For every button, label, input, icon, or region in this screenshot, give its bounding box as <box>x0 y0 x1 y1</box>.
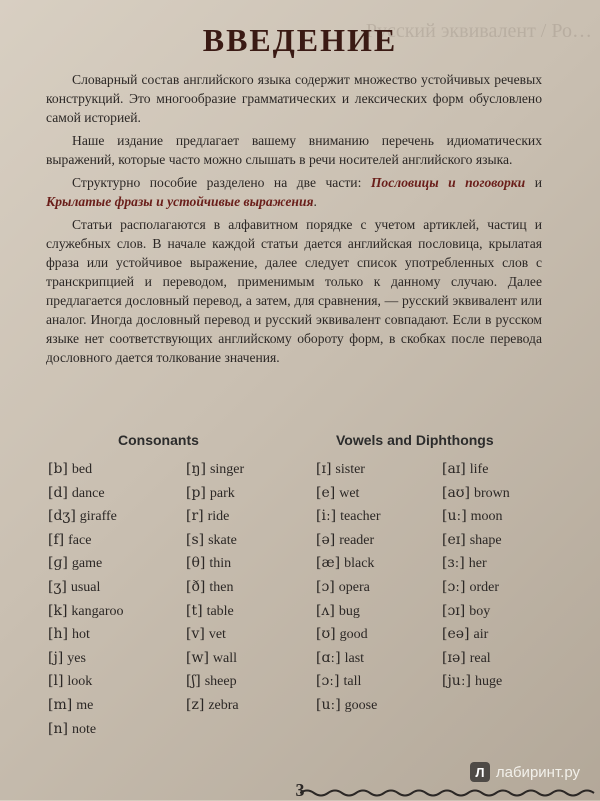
phoneme-symbol: [h] <box>48 626 68 643</box>
example-word: dance <box>71 485 105 501</box>
vowels-heading: Vowels and Diphthongs <box>336 432 494 448</box>
example-word: moon <box>470 509 503 525</box>
phoneme-row <box>442 600 510 624</box>
phoneme-symbol: [ɜː] <box>442 555 465 572</box>
phoneme-row <box>316 458 381 482</box>
phoneme-row <box>442 647 510 671</box>
example-word: vet <box>208 627 226 643</box>
phoneme-symbol: [k] <box>48 602 68 619</box>
phoneme-row <box>316 576 381 600</box>
example-word: huge <box>475 674 503 690</box>
example-word: note <box>71 721 97 737</box>
example-word: bed <box>71 462 93 477</box>
phoneme-row <box>186 529 244 553</box>
phoneme-row <box>48 458 124 482</box>
example-word: opera <box>338 579 370 595</box>
consonants-heading: Consonants <box>118 432 199 448</box>
phoneme-symbol: [l] <box>48 673 64 690</box>
example-word: her <box>468 556 487 572</box>
phoneme-row <box>442 505 510 529</box>
example-word: look <box>67 674 93 690</box>
example-word: real <box>469 650 491 666</box>
example-word: black <box>344 556 375 572</box>
phoneme-row <box>316 505 381 529</box>
example-word: air <box>473 627 489 643</box>
phoneme-row <box>48 529 124 553</box>
example-word: life <box>469 462 489 477</box>
phoneme-symbol: [uː] <box>316 696 341 713</box>
phoneme-symbol: [θ] <box>186 555 206 572</box>
labirint-logo-icon: Л <box>470 762 490 782</box>
phoneme-row <box>186 576 244 600</box>
watermark <box>470 762 580 782</box>
example-word: reader <box>339 532 375 548</box>
example-word: usual <box>70 579 101 595</box>
vowels-column-2 <box>442 458 510 694</box>
phoneme-symbol: [e] <box>316 484 336 501</box>
paragraph-1: Словарный состав английского языка содержит множество устойчивых речевых конструкций. Это многообразие грамматических и лексических форм обусловлено самой историей. <box>46 72 542 125</box>
phoneme-row <box>442 552 510 576</box>
phoneme-symbol: [w] <box>186 649 209 666</box>
example-word: teacher <box>340 509 381 525</box>
example-word: thin <box>209 556 232 572</box>
phoneme-row <box>48 552 124 576</box>
phoneme-symbol: [ə] <box>316 531 336 548</box>
page-number: 3 <box>295 780 305 800</box>
phoneme-row <box>186 458 244 482</box>
phoneme-row <box>316 647 381 671</box>
phoneme-row <box>442 670 510 694</box>
watermark-text: лабиринт.ру <box>495 763 580 781</box>
phoneme-row <box>316 623 381 647</box>
phoneme-symbol: [uː] <box>442 508 467 525</box>
phoneme-symbol: [ɪə] <box>442 649 466 666</box>
phoneme-symbol: [eɪ] <box>442 531 466 548</box>
example-word: zebra <box>208 697 239 713</box>
consonants-column-2 <box>186 458 244 718</box>
phoneme-symbol: [iː] <box>316 508 337 525</box>
phoneme-symbol: [ɑː] <box>316 649 341 666</box>
phoneme-symbol: [j] <box>48 649 64 666</box>
phoneme-row <box>316 529 381 553</box>
example-word: giraffe <box>79 509 117 525</box>
example-word: singer <box>209 462 245 477</box>
example-word: table <box>206 603 234 619</box>
phoneme-symbol: [m] <box>48 696 73 713</box>
example-word: kangaroo <box>71 603 124 619</box>
phoneme-symbol: [b] <box>48 461 68 477</box>
phoneme-row <box>316 482 381 506</box>
example-word: wet <box>339 485 360 501</box>
example-word: then <box>209 579 234 595</box>
phoneme-row <box>186 670 244 694</box>
phoneme-row <box>48 694 124 718</box>
introduction-text <box>46 70 542 367</box>
phoneme-symbol: [ɪ] <box>316 461 332 477</box>
example-word: hot <box>71 627 90 643</box>
phoneme-row <box>316 694 381 718</box>
phoneme-symbol: [ɔ] <box>316 578 335 595</box>
example-word: sheep <box>204 674 237 690</box>
phoneme-symbol: [ð] <box>186 578 206 595</box>
paragraph-2: Наше издание предлагает вашему вниманию перечень идиоматических выражений, которые часто можно слышать в речи носителей английского языка. <box>46 133 542 167</box>
phoneme-symbol: [v] <box>186 626 205 643</box>
example-word: park <box>209 485 235 501</box>
phoneme-symbol: [aʊ] <box>442 484 470 501</box>
section-name-phrases: Крылатые фразы и устойчивые выражения <box>46 194 314 209</box>
phoneme-symbol: [ʒ] <box>48 578 67 595</box>
phoneme-symbol: [t] <box>186 602 203 619</box>
example-word: brown <box>473 485 510 501</box>
example-word: yes <box>67 650 86 666</box>
phoneme-row <box>442 529 510 553</box>
example-word: bug <box>338 603 360 619</box>
phoneme-row <box>316 600 381 624</box>
example-word: shape <box>469 532 502 548</box>
phoneme-row <box>316 552 381 576</box>
phoneme-symbol: [ɔː] <box>316 673 340 690</box>
phoneme-row <box>186 694 244 718</box>
phoneme-row <box>48 600 124 624</box>
bleed-through-text: Русский эквивалент / Ро… <box>365 20 592 42</box>
phoneme-symbol: [aɪ] <box>442 461 466 477</box>
example-word: boy <box>469 603 491 619</box>
example-word: skate <box>208 532 237 548</box>
example-word: good <box>339 627 368 643</box>
phoneme-row <box>316 670 381 694</box>
phoneme-symbol: [r] <box>186 508 204 525</box>
phoneme-symbol: [eə] <box>442 626 470 643</box>
phoneme-row <box>442 482 510 506</box>
phoneme-symbol: [dʒ] <box>48 508 76 525</box>
phoneme-symbol: [z] <box>186 696 205 713</box>
paragraph-4: Статьи располагаются в алфавитном порядке с учетом артиклей, частиц и служебных слов. В начале каждой статьи дается английская пословица, крылатая фраза или устойчивое выражение, далее следует список употребленных слов с транскрипцией и переводом, применимым только к данному случаю. Далее предлагается дословный перевод, а затем, для сравнения, — русский эквивалент или аналог. Иногда дословный перевод и русский эквивалент совпадают. Если в русском языке нет соответствующих английскому обороту форм, в скобках после перевода дословного дается толкование значения. <box>46 217 542 365</box>
phoneme-symbol: [æ] <box>316 555 341 572</box>
consonants-column-1 <box>48 458 124 741</box>
example-word: tall <box>343 674 362 690</box>
phoneme-symbol: [ʃ] <box>186 673 201 690</box>
phoneme-row <box>186 647 244 671</box>
phoneme-symbol: [ʌ] <box>316 602 335 619</box>
example-word: game <box>71 556 103 572</box>
phoneme-symbol: [n] <box>48 720 68 737</box>
example-word: order <box>469 579 500 595</box>
phoneme-row <box>186 552 244 576</box>
phoneme-row <box>442 623 510 647</box>
phoneme-row <box>48 576 124 600</box>
phoneme-row <box>442 576 510 600</box>
page-title: ВВЕДЕНИЕ <box>202 22 398 58</box>
phoneme-row <box>442 458 510 482</box>
phoneme-symbol: [juː] <box>442 673 471 690</box>
phoneme-row <box>48 482 124 506</box>
phoneme-symbol: [f] <box>48 531 65 548</box>
section-name-proverbs: Пословицы и поговорки <box>370 175 526 190</box>
phoneme-row <box>186 505 244 529</box>
phoneme-symbol: [ɔː] <box>442 578 466 595</box>
phoneme-symbol: [ɡ] <box>48 555 68 572</box>
phoneme-symbol: [p] <box>186 484 206 501</box>
example-word: sister <box>335 462 365 477</box>
phoneme-symbol: [d] <box>48 484 68 501</box>
vowels-column-1 <box>316 458 381 718</box>
paragraph-3: Структурно пособие разделено на две части: Пословицы и поговорки и Крылатые фразы и устойчивые выражения. <box>46 175 542 209</box>
phoneme-symbol: [ɔɪ] <box>442 602 466 619</box>
phoneme-row <box>48 718 124 742</box>
phoneme-symbol: [s] <box>186 531 205 548</box>
phoneme-row <box>48 647 124 671</box>
example-word: goose <box>344 697 378 713</box>
phoneme-symbol: [ŋ] <box>186 461 206 477</box>
example-word: me <box>76 697 94 713</box>
phoneme-symbol: [ʊ] <box>316 626 336 643</box>
phoneme-row <box>48 505 124 529</box>
example-word: face <box>68 532 92 548</box>
example-word: wall <box>212 650 238 666</box>
phoneme-row <box>186 600 244 624</box>
example-word: last <box>344 650 365 666</box>
phoneme-row <box>186 623 244 647</box>
phoneme-row <box>48 623 124 647</box>
phoneme-row <box>186 482 244 506</box>
example-word: ride <box>207 509 230 525</box>
phoneme-row <box>48 670 124 694</box>
